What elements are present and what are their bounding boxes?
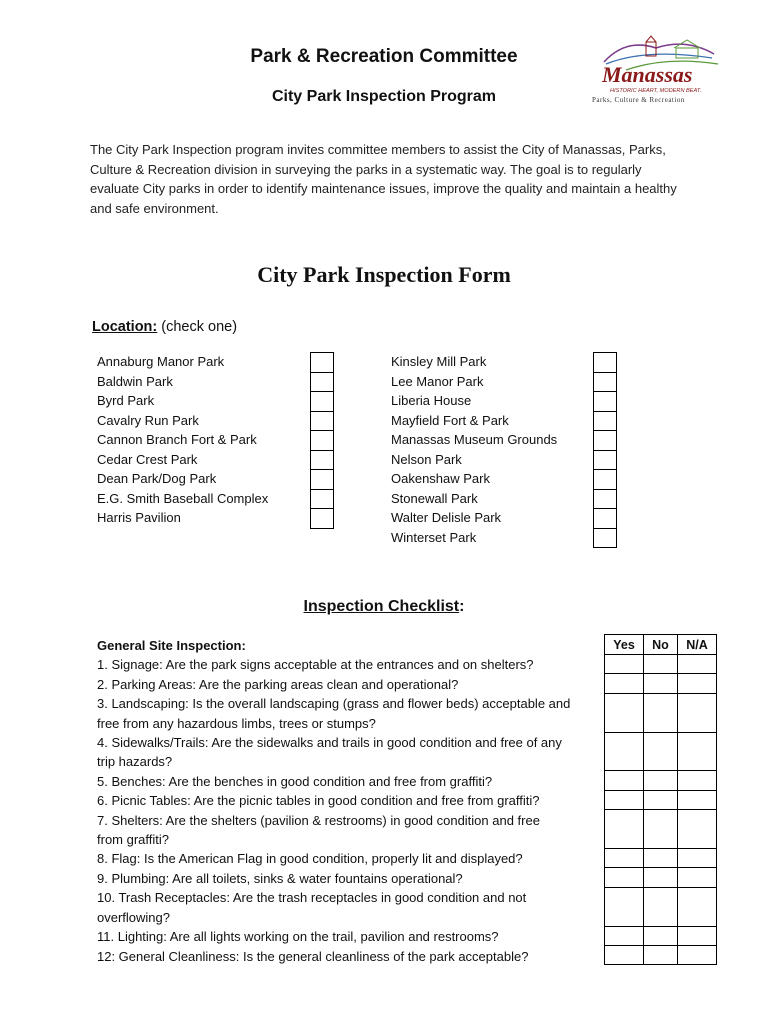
location-heading: Location: [92, 319, 158, 335]
answer-cell-no[interactable] [644, 945, 678, 964]
answer-cell-na[interactable] [678, 926, 717, 945]
park-checkbox[interactable] [594, 490, 616, 510]
answer-cell-yes[interactable] [605, 848, 644, 867]
answer-cell-no[interactable] [644, 868, 678, 887]
park-checkbox[interactable] [311, 451, 333, 471]
answer-cell-na[interactable] [678, 945, 717, 964]
question-line: 4. Sidewalks/Trails: Are the sidewalks and trails in good condition and free of any [97, 735, 562, 751]
park-name: Baldwin Park [97, 373, 173, 389]
answer-cell-no[interactable] [644, 771, 678, 790]
park-name: Walter Delisle Park [391, 510, 502, 525]
park-name: Stonewall Park [391, 490, 478, 506]
answer-cell-na[interactable] [678, 732, 717, 771]
answer-cell-na[interactable] [678, 655, 717, 674]
park-checkboxes-left [310, 352, 334, 529]
answer-cell-na[interactable] [678, 887, 717, 926]
park-checkbox[interactable] [311, 470, 333, 490]
park-checkbox[interactable] [594, 412, 616, 432]
park-name: Byrd Park [97, 393, 155, 408]
question-line: 8. Flag: Is the American Flag in good condition, properly lit and displayed? [97, 851, 523, 867]
question-line: 1. Signage: Are the park signs acceptable at the entrances and on shelters? [97, 657, 534, 673]
answer-cell-na[interactable] [678, 810, 717, 849]
location-label [92, 319, 237, 335]
question-line: 3. Landscaping: Is the overall landscaping (grass and flower beds) acceptable and [97, 696, 571, 712]
answer-row [605, 771, 717, 790]
answer-cell-no[interactable] [644, 732, 678, 771]
section-heading: General Site Inspection: [97, 638, 246, 653]
question-line: overflowing? [97, 909, 170, 925]
question-line: 7. Shelters: Are the shelters (pavilion & restrooms) in good condition and free [97, 812, 540, 828]
park-name: Cavalry Run Park [97, 412, 199, 428]
answer-cell-yes[interactable] [605, 674, 644, 693]
question-line: 9. Plumbing: Are all toilets, sinks & water fountains operational? [97, 870, 463, 886]
question-line: 10. Trash Receptacles: Are the trash receptacles in good condition and not [97, 890, 527, 906]
col-yes: Yes [605, 635, 644, 655]
answer-cell-no[interactable] [644, 810, 678, 849]
park-checkbox[interactable] [311, 509, 333, 529]
answer-row [605, 926, 717, 945]
answer-cell-no[interactable] [644, 693, 678, 732]
park-checkbox[interactable] [311, 490, 333, 510]
question-line: 11. Lighting: Are all lights working on the trail, pavilion and restrooms? [97, 929, 499, 945]
answer-cell-no[interactable] [644, 848, 678, 867]
answer-cell-yes[interactable] [605, 655, 644, 674]
park-checkbox[interactable] [311, 392, 333, 412]
answer-row [605, 810, 717, 849]
manassas-logo [586, 34, 732, 106]
answer-row [605, 887, 717, 926]
park-checkboxes-right [593, 352, 617, 548]
answer-row [605, 790, 717, 809]
answer-cell-no[interactable] [644, 887, 678, 926]
answer-row [605, 868, 717, 887]
answer-cell-na[interactable] [678, 790, 717, 809]
col-na: N/A [678, 635, 717, 655]
answer-cell-yes[interactable] [605, 810, 644, 849]
question-line: from graffiti? [97, 832, 170, 848]
question-line: 12: General Cleanliness: Is the general cleanliness of the park acceptable? [97, 948, 529, 964]
answer-cell-na[interactable] [678, 868, 717, 887]
question-list [97, 636, 597, 966]
park-name: Harris Pavilion [97, 510, 181, 525]
park-name: Manassas Museum Grounds [391, 432, 558, 447]
question-line: 2. Parking Areas: Are the parking areas clean and operational? [97, 676, 459, 692]
park-name: E.G. Smith Baseball Complex [97, 490, 269, 506]
logo-wordmark: Manassas [602, 62, 693, 87]
answer-cell-na[interactable] [678, 693, 717, 732]
park-name: Cannon Branch Fort & Park [97, 432, 257, 447]
location-hint: (check one) [161, 319, 238, 335]
park-checkbox[interactable] [594, 529, 616, 549]
park-checkbox[interactable] [311, 412, 333, 432]
park-name: Liberia House [391, 393, 472, 408]
park-name: Oakenshaw Park [391, 471, 490, 486]
intro-paragraph: The City Park Inspection program invites committee members to assist the City of Manassas, Parks, Culture & Recreation division in surveying the parks in a systematic way. The goal is to regularly evaluate City parks in order to identify maintenance issues, improve the quality and maintain a healthy and safe environment. [90, 142, 677, 216]
answer-row [605, 693, 717, 732]
checklist-heading: Inspection Checklist [303, 598, 460, 615]
question-line: free from any hazardous limbs, trees or stumps? [97, 715, 376, 731]
page-title: Park & Recreation Committee [250, 46, 518, 67]
park-name: Mayfield Fort & Park [391, 412, 509, 428]
park-name: Cedar Crest Park [97, 451, 198, 467]
park-checkbox[interactable] [311, 431, 333, 451]
answer-cell-yes[interactable] [605, 771, 644, 790]
answer-cell-no[interactable] [644, 655, 678, 674]
park-name: Annaburg Manor Park [97, 354, 225, 369]
answer-cell-yes[interactable] [605, 926, 644, 945]
park-checkbox[interactable] [594, 431, 616, 451]
answer-cell-na[interactable] [678, 771, 717, 790]
question-line: 5. Benches: Are the benches in good condition and free from graffiti? [97, 773, 493, 789]
answer-cell-yes[interactable] [605, 790, 644, 809]
page-subtitle: City Park Inspection Program [271, 88, 497, 105]
answer-cell-no[interactable] [644, 674, 678, 693]
answer-cell-yes[interactable] [605, 887, 644, 926]
park-checkbox[interactable] [311, 373, 333, 393]
form-title: City Park Inspection Form [257, 262, 511, 287]
park-checkbox[interactable] [311, 353, 333, 373]
park-checkbox[interactable] [594, 509, 616, 529]
logo-division: Parks, Culture & Recreation [592, 96, 685, 104]
answer-cell-yes[interactable] [605, 945, 644, 964]
answer-row [605, 655, 717, 674]
answer-grid [604, 634, 717, 965]
answer-row [605, 732, 717, 771]
answer-cell-yes[interactable] [605, 693, 644, 732]
question-line: 6. Picnic Tables: Are the picnic tables in good condition and free from graffiti? [97, 793, 540, 809]
park-name: Nelson Park [391, 451, 462, 467]
answer-cell-no[interactable] [644, 790, 678, 809]
col-no: No [644, 635, 678, 655]
answer-row [605, 848, 717, 867]
park-name: Lee Manor Park [391, 373, 484, 389]
answer-cell-no[interactable] [644, 926, 678, 945]
checklist-colon: : [459, 598, 465, 615]
answer-cell-yes[interactable] [605, 732, 644, 771]
logo-tagline: HISTORIC HEART, MODERN BEAT. [610, 88, 702, 94]
answer-cell-na[interactable] [678, 674, 717, 693]
checklist-title [0, 598, 768, 616]
park-checkbox[interactable] [594, 451, 616, 471]
park-checkbox[interactable] [594, 373, 616, 393]
park-name: Dean Park/Dog Park [97, 471, 217, 486]
question-line: trip hazards? [97, 754, 173, 770]
park-checkbox[interactable] [594, 392, 616, 412]
park-name: Kinsley Mill Park [391, 354, 487, 369]
answer-row [605, 674, 717, 693]
park-checkbox[interactable] [594, 353, 616, 373]
park-checkbox[interactable] [594, 470, 616, 490]
answer-cell-yes[interactable] [605, 868, 644, 887]
park-name: Winterset Park [391, 529, 477, 545]
answer-row [605, 945, 717, 964]
answer-cell-na[interactable] [678, 848, 717, 867]
